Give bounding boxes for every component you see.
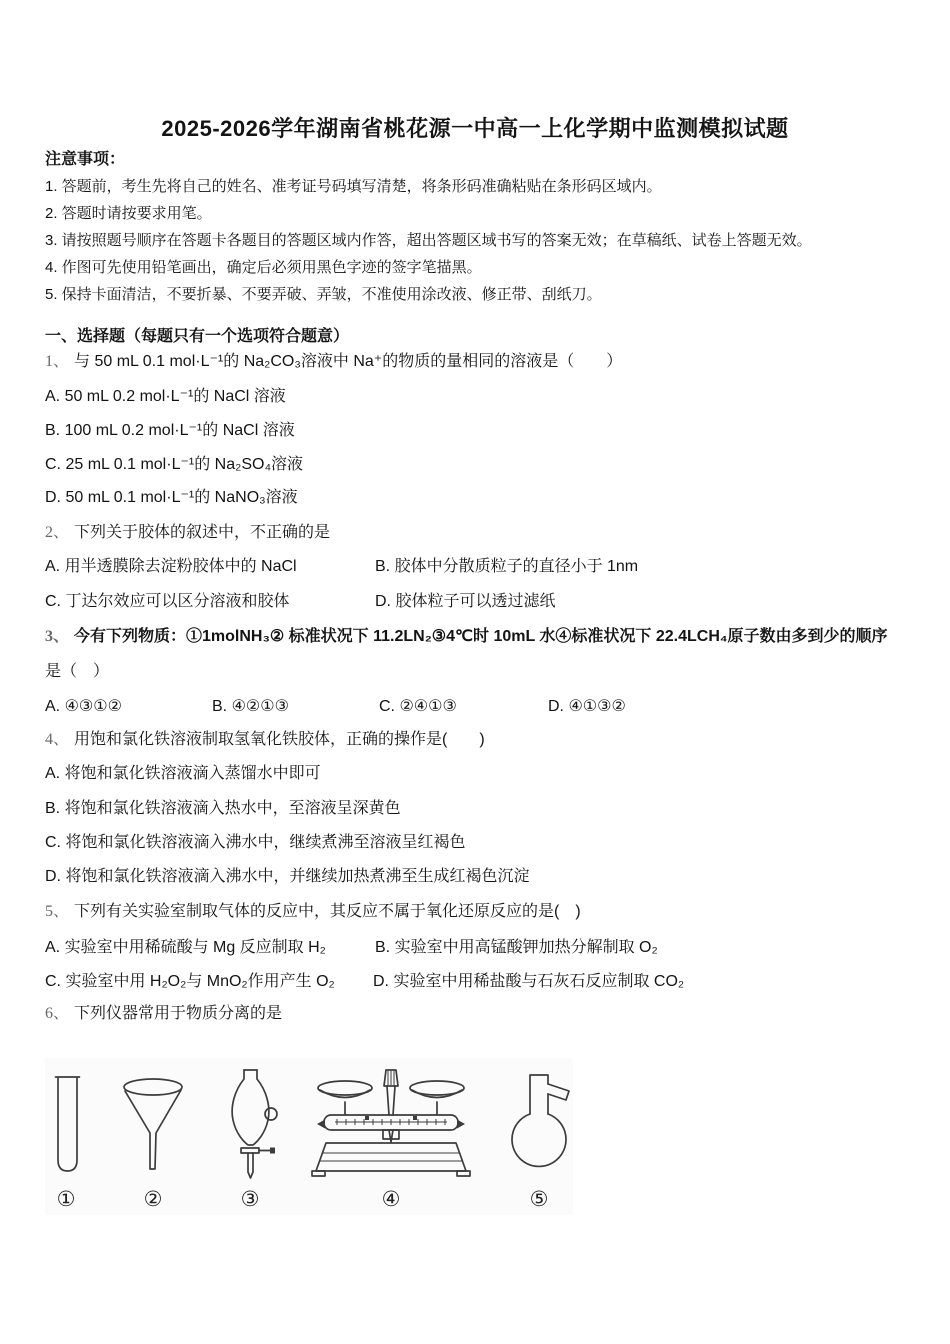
figure-label: ② [143,1188,163,1211]
equipment-illustration [45,1058,573,1215]
option-item: A. ④③①② [45,698,122,715]
question-6 [45,1004,282,1024]
question-1 [45,352,622,372]
separating-funnel-icon [232,1070,277,1178]
question-stem: 下列仪器常用于物质分离的是 [74,1005,283,1022]
notice-item: 1. 答题前，考生先将自己的姓名、准考证号码填写清楚，将条形码准确粘贴在条形码区域内。 [45,178,662,195]
option-item: A. 将饱和氯化铁溶液滴入蒸馏水中即可 [45,765,321,782]
figure-label: ④ [381,1188,401,1211]
option-item: C. 将饱和氯化铁溶液滴入沸水中，继续煮沸至溶液呈红褐色 [45,834,466,851]
option-item: B. 将饱和氯化铁溶液滴入热水中，至溶液呈深黄色 [45,800,401,817]
option-item: D. 50 mL 0.1 mol·L⁻¹的 NaNO₃溶液 [45,489,298,506]
figure-label: ⑤ [529,1188,549,1211]
question-stem: 下列关于胶体的叙述中，不正确的是 [74,524,331,541]
option-item: C. 25 mL 0.1 mol·L⁻¹的 Na₂SO₄溶液 [45,456,303,473]
option-item: D. 胶体粒子可以透过滤纸 [375,593,556,610]
question-stem: 用饱和氯化铁溶液制取氢氧化铁胶体，正确的操作是( ) [74,731,485,748]
option-item: D. ④①③② [548,698,626,715]
notice-item: 3. 请按照题号顺序在答题卡各题目的答题区域内作答，超出答题区域书写的答案无效；在草稿纸、试卷上答题无效。 [45,232,812,249]
option-item: D. 将饱和氯化铁溶液滴入沸水中，并继续加热煮沸至生成红褐色沉淀 [45,868,530,885]
round-bottom-flask-icon [512,1075,569,1166]
question-number: 1、 [45,353,70,370]
question-stem-continued: 是（ ） [45,663,110,680]
question-stem: 下列有关实验室制取气体的反应中，其反应不属于氧化还原反应的是( ) [74,903,581,920]
question-number: 6、 [45,1005,70,1022]
option-item: B. ④②①③ [212,698,289,715]
option-item: C. 丁达尔效应可以区分溶液和胶体 [45,593,290,610]
option-item: C. 实验室中用 H₂O₂与 MnO₂作用产生 O₂ [45,973,335,990]
question-5 [45,902,581,922]
figure-label: ① [56,1188,76,1211]
option-item: A. 实验室中用稀硫酸与 Mg 反应制取 H₂ [45,939,326,956]
notice-heading: 注意事项： [45,151,126,168]
notice-item: 5. 保持卡面清洁，不要折暴、不要弄破、弄皱，不准使用涂改液、修正带、刮纸刀。 [45,286,602,303]
question-stem: 与 50 mL 0.1 mol·L⁻¹的 Na₂CO₃溶液中 Na⁺的物质的量相同的溶液是（ ） [74,353,623,370]
question-4 [45,730,485,750]
option-item: B. 100 mL 0.2 mol·L⁻¹的 NaCl 溶液 [45,422,295,439]
section-heading: 一、选择题（每题只有一个选项符合题意） [45,328,350,345]
question-number: 4、 [45,731,70,748]
question-number: 2、 [45,524,70,541]
balance-scale-icon [312,1070,470,1176]
option-item: B. 实验室中用高锰酸钾加热分解制取 O₂ [375,939,658,956]
test-tube-icon [56,1077,80,1171]
figure-label: ③ [240,1188,260,1211]
option-item: B. 胶体中分散质粒子的直径小于 1nm [375,558,639,575]
funnel-icon [124,1079,182,1169]
page-title: 2025-2026学年湖南省桃花源一中高一上化学期中监测模拟试题 [161,116,789,141]
option-item: D. 实验室中用稀盐酸与石灰石反应制取 CO₂ [373,973,685,990]
option-item: A. 50 mL 0.2 mol·L⁻¹的 NaCl 溶液 [45,388,286,405]
question-number: 5、 [45,903,70,920]
notice-item: 4. 作图可先使用铅笔画出，确定后必须用黑色字迹的签字笔描黑。 [45,259,482,276]
equipment-figure [45,1058,573,1215]
question-number: 3、 [45,628,70,645]
notice-item: 2. 答题时请按要求用笔。 [45,205,212,222]
option-item: A. 用半透膜除去淀粉胶体中的 NaCl [45,558,297,575]
question-2 [45,523,330,543]
option-item: C. ②④①③ [379,698,457,715]
question-stem: 今有下列物质：①1molNH₃② 标准状况下 11.2LN₂③4℃时 10mL 水④标准状况下 22.4LCH₄原子数由多到少的顺序 [74,628,888,645]
question-3 [45,627,888,647]
